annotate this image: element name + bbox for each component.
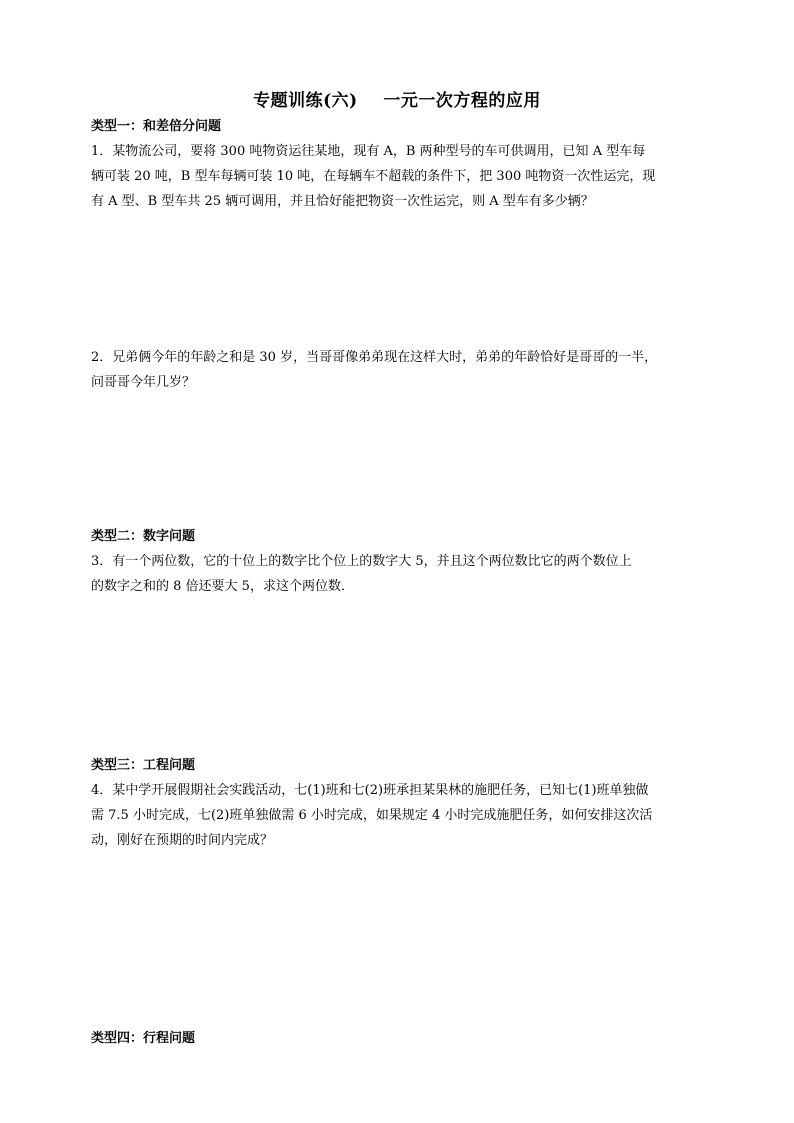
section-heading-3: 类型三：工程问题 <box>91 758 196 773</box>
problem-4-line-2: 需 7.5 小时完成，七(2)班单独做需 6 小时完成，如果规定 4 小时完成施肥任务，如何安排这次活 <box>91 808 653 823</box>
problem-4-line-1: 4．某中学开展假期社会实践活动，七(1)班和七(2)班承担某果林的施肥任务，已知七(1)班单独做 <box>91 783 649 798</box>
problem-4-line-3: 动，刚好在预期的时间内完成？ <box>91 833 274 848</box>
problem-3-line-2: 的数字之和的 8 倍还要大 5，求这个两位数． <box>91 579 354 594</box>
section-heading-4: 类型四：行程问题 <box>91 1031 196 1046</box>
section-heading-2: 类型二：数字问题 <box>91 529 196 544</box>
section-heading-1: 类型一：和差倍分问题 <box>91 119 222 134</box>
problem-2 <box>91 345 706 395</box>
problem-2-line-1: 2．兄弟俩今年的年龄之和是 30 岁，当哥哥像弟弟现在这样大时，弟弟的年龄恰好是哥哥的一半， <box>91 350 658 365</box>
problem-3-line-1: 3．有一个两位数，它的十位上的数字比个位上的数字大 5，并且这个两位数比它的两个数位上 <box>91 554 632 569</box>
problem-1-line-2: 辆可装 20 吨，B 型车每辆可装 10 吨，在每辆车不超载的条件下，把 300 吨物资一次性运完，现 <box>91 169 656 184</box>
page-title: 专题训练(六) 一元一次方程的应用 <box>253 91 541 111</box>
problem-4 <box>91 778 706 853</box>
problem-1-line-3: 有 A 型、B 型车共 25 辆可调用，并且恰好能把物资一次性运完，则 A 型车有多少辆？ <box>91 194 594 209</box>
problem-1 <box>91 139 706 214</box>
problem-3 <box>91 549 706 599</box>
problem-1-line-1: 1．某物流公司，要将 300 吨物资运往某地，现有 A，B 两种型号的车可供调用，已知 A 型车每 <box>91 144 646 159</box>
problem-2-line-2: 问哥哥今年几岁？ <box>91 375 196 390</box>
